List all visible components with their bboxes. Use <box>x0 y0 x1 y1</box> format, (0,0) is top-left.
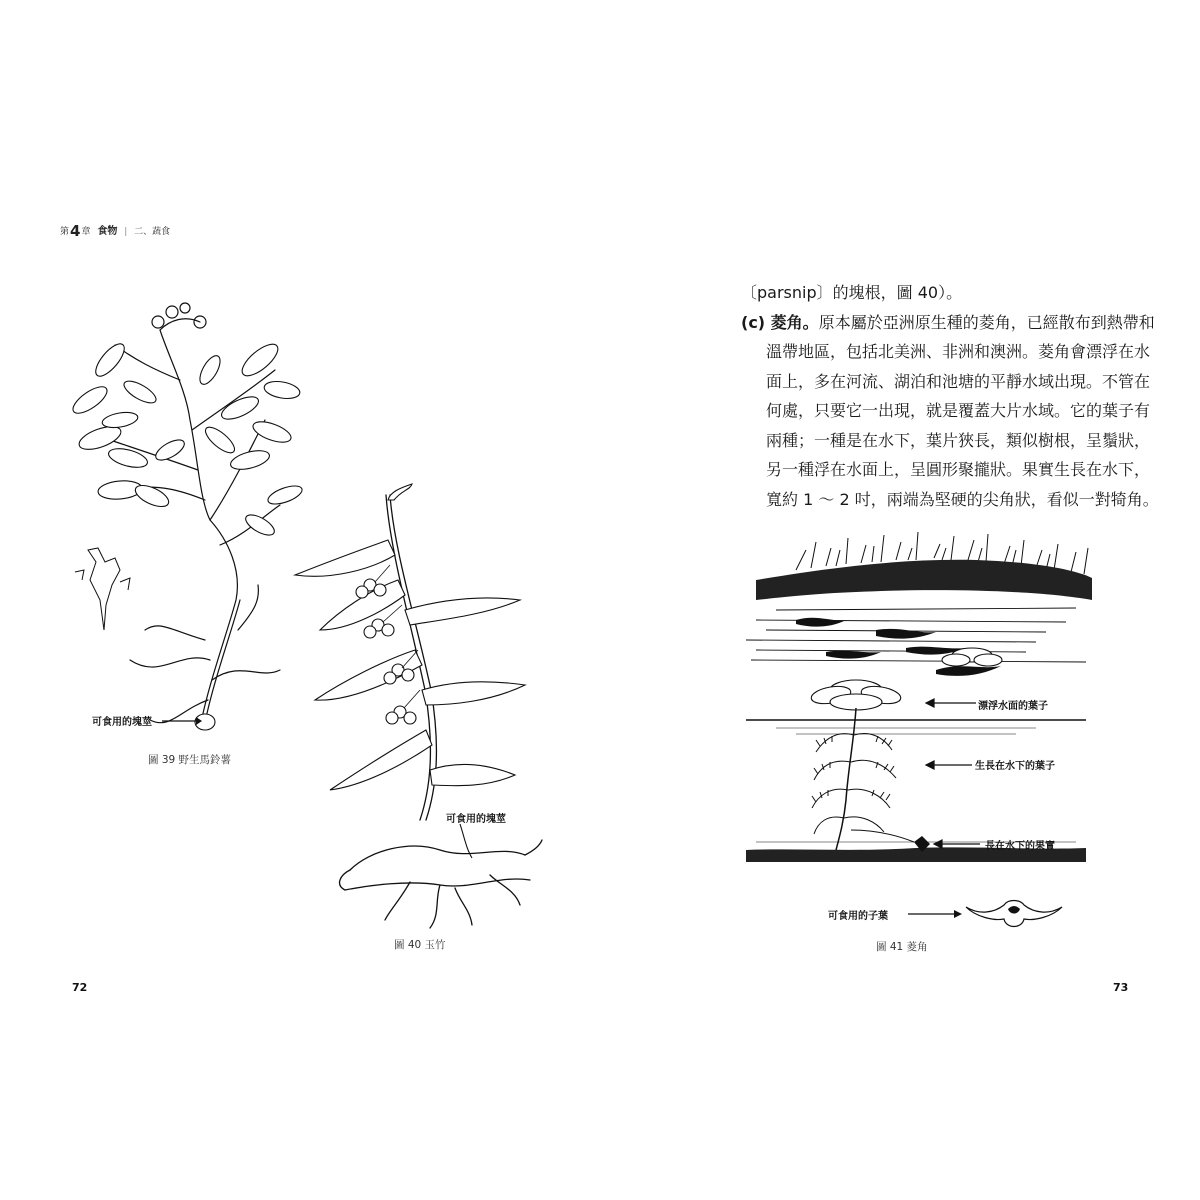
body-item-c <box>741 308 1161 338</box>
body-line-continuation: 〔parsnip〕的塊根，圖 40）。 <box>741 283 963 302</box>
fig41-arrows <box>920 695 980 855</box>
page-number-right: 73 <box>1113 981 1129 994</box>
section-title: 二、蔬食 <box>134 227 171 237</box>
body-line: 溫帶地區，包括北美洲、非洲和澳洲。菱角會漂浮在水 <box>766 342 1151 361</box>
solomons-seal-illustration <box>290 490 550 930</box>
fig39-caption: 圖 39 野生馬鈴薯 <box>148 754 232 766</box>
fig41-label-fruit: 長在水下的果實 <box>985 841 1055 852</box>
fig41-label-submerged: 生長在水下的葉子 <box>975 761 1055 772</box>
chapter-title: 食物 <box>97 226 118 237</box>
fig41-label-floating: 漂浮水面的葉子 <box>978 701 1048 712</box>
running-head <box>60 222 170 240</box>
fig40-caption: 圖 40 玉竹 <box>394 939 446 951</box>
fig39-leader-arrow <box>162 715 202 727</box>
page-number-left: 72 <box>72 981 88 994</box>
fig41-label-cotyledon: 可食用的子葉 <box>828 911 888 922</box>
fig40-label-tuber: 可食用的塊莖 <box>446 814 506 825</box>
body-line: 面上，多在河流、湖泊和池塘的平靜水域出現。不管在 <box>766 371 1151 391</box>
body-line: 寬約 1 ～ 2 吋，兩端為堅硬的尖角狀，看似一對犄角。 <box>766 489 1159 509</box>
chapter-number: 4 <box>70 222 81 240</box>
chapter-prefix: 第 <box>60 227 70 237</box>
fig40-leader-line <box>450 822 490 862</box>
fig39-label-tuber: 可食用的塊莖 <box>92 717 152 728</box>
body-line: 另一種浮在水面上，呈圓形聚攏狀。果實生長在水下， <box>766 460 1151 479</box>
fig41-cotyledon-arrow <box>908 907 962 921</box>
fig41-caption: 圖 41 菱角 <box>876 941 928 953</box>
chapter-suffix: 章 <box>81 227 91 237</box>
water-chestnut-fruit-drawing <box>964 895 1064 935</box>
running-head-separator: | <box>124 227 128 237</box>
body-text <box>741 278 1161 514</box>
body-line: 兩種；一種是在水下，葉片狹長，類似樹根，呈鬚狀， <box>766 430 1151 450</box>
item-label: (c) 菱角。 <box>741 312 819 332</box>
item-first-line: 原本屬於亞洲原生種的菱角，已經散布到熱帶和 <box>818 312 1155 332</box>
body-line: 何處，只要它一出現，就是覆蓋大片水域。它的葉子有 <box>766 401 1151 420</box>
wild-potato-illustration <box>60 300 300 740</box>
